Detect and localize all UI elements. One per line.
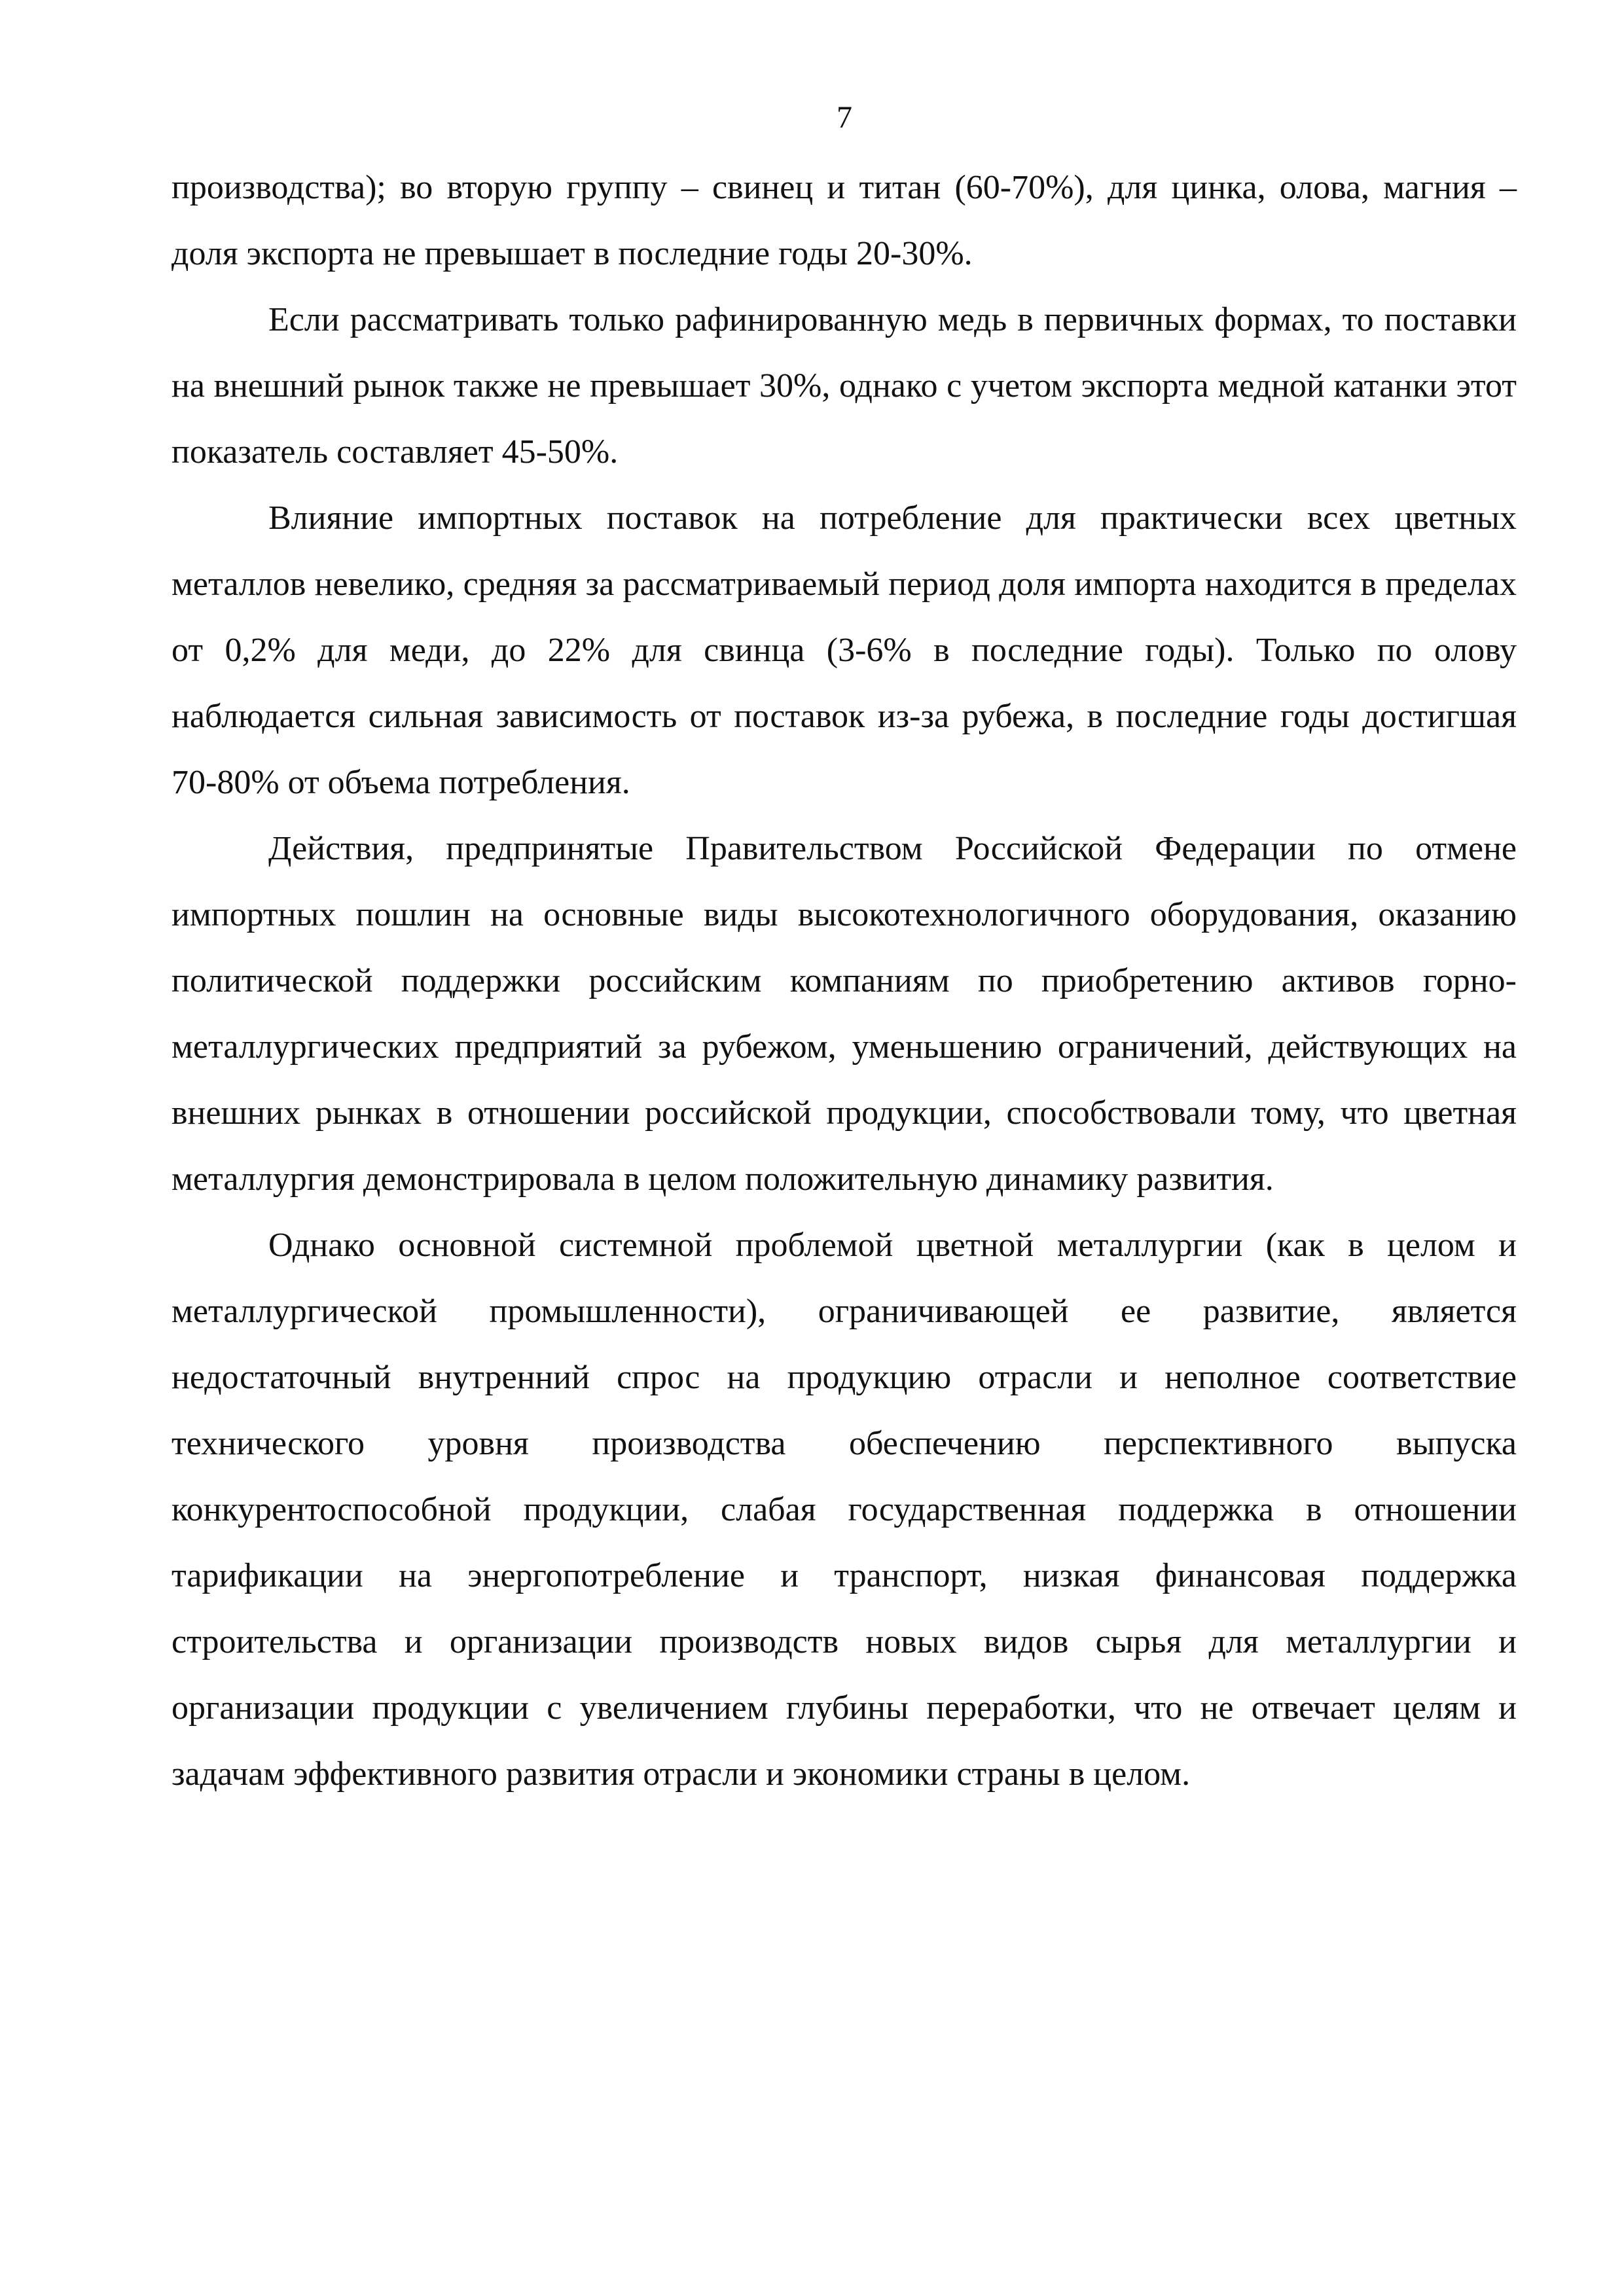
page-number: 7	[837, 100, 852, 135]
paragraph-refined-copper: Если рассматривать только рафинированную медь в первичных формах, то поставки на внешний рынок также не превышает 30%, однако с учетом экспорта медной катанки этот показатель составляет 45-50%.	[171, 301, 1517, 471]
paragraph-import-influence: Влияние импортных поставок на потребление для практически всех цветных металлов невелико, средняя за рассматриваемый период доля импорта находится в пределах от 0,2% для меди, до 22% для свинца (3-6% в последние годы). Только по олову наблюдается сильная зависимость от поставок из-за рубежа, в последние годы достигшая 70-80% от объема потребления.	[171, 499, 1517, 801]
paragraph-government-actions: Действия, предпринятые Правительством Российской Федерации по отмене импортных пошлин на основные виды высокотехнологичного оборудования, оказанию политической поддержки российским компаниям по приобретению активов горно-металлургических предприятий за рубежом, уменьшению ограничений, действующих на внешних рынках в отношении российской продукции, способствовали тому, что цветная металлургия демонстрировала в целом положительную динамику развития.	[171, 830, 1517, 1198]
paragraph-continuation: производства); во вторую группу – свинец и титан (60-70%), для цинка, олова, магния – доля экспорта не превышает в последние годы 20-30%.	[171, 169, 1517, 272]
paragraph-systemic-problem: Однако основной системной проблемой цветной металлургии (как в целом и металлургической промышленности), ограничивающей ее развитие, является недостаточный внутренний спрос на продукцию отрасли и неполное соответствие технического уровня производства обеспечению перспективного выпуска конкурентоспособной продукции, слабая государственная поддержка в отношении тарификации на энергопотребление и транспорт, низкая финансовая поддержка строительства и организации производств новых видов сырья для металлургии и организации продукции с увеличением глубины переработки, что не отвечает целям и задачам эффективного развития отрасли и экономики страны в целом.	[171, 1227, 1517, 1793]
document-body	[171, 154, 1517, 1807]
